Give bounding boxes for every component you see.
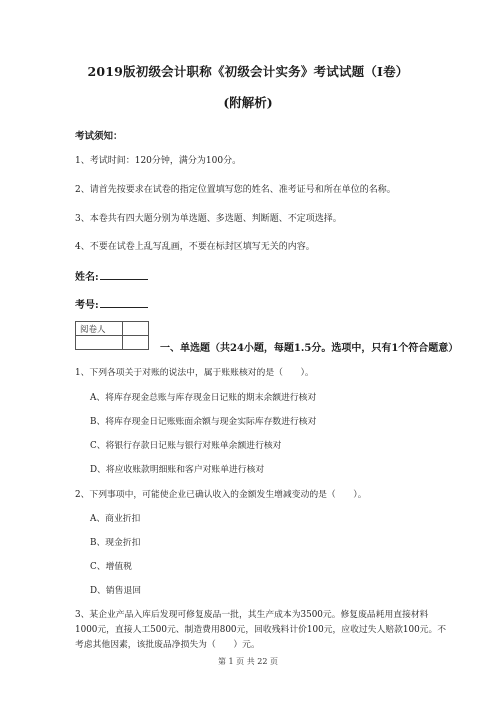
name-blank-line <box>100 269 148 280</box>
score-box <box>75 321 149 350</box>
question-option: C、增值税 <box>90 562 132 572</box>
score-box-label: 阅卷人 <box>80 325 106 335</box>
question-stem: 1、下列各项关于对账的说法中，属于账账核对的是（ ）。 <box>75 368 314 378</box>
section-heading: 一、单选题（共24小题，每题1.5分。选项中，只有1个符合题意） <box>160 343 459 354</box>
score-box-divider <box>76 335 148 336</box>
notice-item: 2、请首先按要求在试卷的指定位置填写您的姓名、准考证号和所在单位的名称。 <box>75 185 396 195</box>
question-option: D、将应收账款明细账和客户对账单进行核对 <box>90 465 265 475</box>
question-option: B、将库存现金日记账账面余额与现金实际库存数进行核对 <box>90 417 317 427</box>
notice-heading: 考试须知： <box>75 131 123 142</box>
exam-number-label: 考号: <box>75 300 99 311</box>
notice-item: 3、本卷共有四大题分别为单选题、多选题、判断题、不定项选择。 <box>75 214 342 224</box>
document-subtitle: (附解析) <box>223 95 273 110</box>
exam-number-field <box>75 296 148 311</box>
question-stem-line: 1000元，直接人工500元、制造费用800元，回收残料计价100元，应收过失人赔款100元。不 <box>75 625 447 635</box>
question-option: A、商业折扣 <box>90 514 141 524</box>
notice-item: 1、考试时间：120分钟，满分为100分。 <box>75 156 242 166</box>
question-option: A、将库存现金总账与库存现金日记账的期末余额进行核对 <box>90 393 317 403</box>
notice-item: 4、不要在试卷上乱写乱画，不要在标封区填写无关的内容。 <box>75 242 315 252</box>
page-footer: 第 1 页 共 22 页 <box>218 657 278 666</box>
question-option: D、销售退回 <box>90 586 142 596</box>
exam-number-blank-line <box>100 297 148 308</box>
question-stem-line: 考虑其他因素，该批废品净损失为（ ）元。 <box>75 640 260 650</box>
name-label: 姓名: <box>75 272 99 283</box>
question-option: B、现金折扣 <box>90 538 141 548</box>
document-title: 2019版初级会计职称《初级会计实务》考试试题（I卷） <box>87 64 409 79</box>
question-stem: 2、下列事项中，可能使企业已确认收入的金额发生增减变动的是（ ）。 <box>75 490 367 500</box>
question-option: C、将银行存款日记账与银行对账单余额进行核对 <box>90 441 282 451</box>
question-stem-line: 3、某企业产品入库后发现可修复废品一批，其生产成本为3500元。修复废品耗用直接材料 <box>75 610 429 620</box>
name-field <box>75 268 148 283</box>
